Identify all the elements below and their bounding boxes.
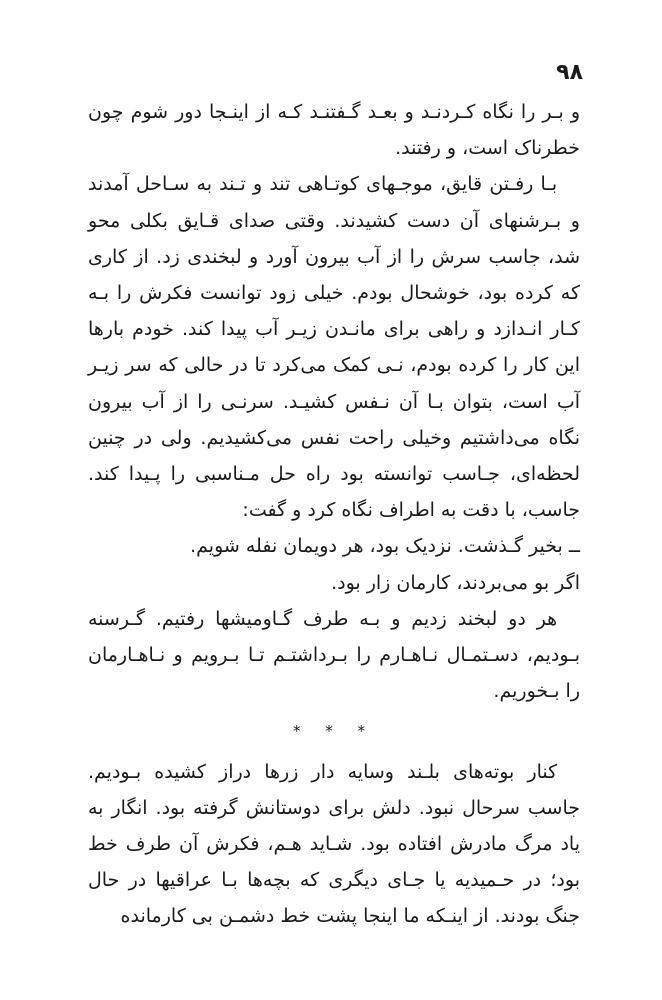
book-text (88, 94, 580, 935)
section-break-ornament: * * * (292, 722, 376, 741)
paragraph-2: بـا رفـتن قایق، موجـهای کوتـاهی تند و تـند به سـاحل آمدند و بـرشنهای آن دست کشیدند. وقتی صدای قـایق بکلی محو شد، جاسب سرش را از آب بیرون آورد و لبخندی زد. از کاری که کرده بود، خوشحال بودم. خیلی زود توانست فکرش را بـه کـار انـدازد و راهی برای مانـدن زیـر آب پیدا کند. خودم بارها این کار را کرده بودم، نـی کمک می‌کرد تا در حالی که سر زیـر آب است، بتوان بـا آن نـفس کشیـد. سرنـی را از آب بیرون نگاه می‌داشتیم وخیلی راحت نفس می‌کشیدیم. ولی در چنین لحظه‌ای، جـاسب توانسته بود راه حل مـناسبی را پـیدا کند. جاسب، با دقت به اطراف نگاه کرد و گفت: (88, 173, 580, 522)
dialogue-line-2: اگر بو می‌بردند، کارمان زار بود. (331, 571, 580, 594)
dialogue-line-1: ــ بخیر گـذشت. نزدیک بود، هر دویمان نفله شویم. (190, 535, 580, 558)
paragraph-3: هر دو لبخند زدیم و بـه طرف گـاومیشها رفتیم. گـرسنه بـودیم، دسـتمـال نـاهـارم را بـرداشتـم تـا بـرویم و نـاهـارمان را بـخوریم. (88, 607, 580, 703)
paragraph-4: کنار بوته‌های بلـند وسایه دار زرها دراز کشیده بـودیم. جاسب سرحال نبود. دلش برای دوستانش گرفته بود. انگار به یاد مرگ مادرش افتاده بود. شـاید هـم، فکرش آن طرف خط بود؛ در حـمیدیه یا جـای دیگری که بچه‌ها بـا عراقیها در حال جنگ بودند. از اینـکه ما اینجا پشت خط دشمـن بی کارمانده (88, 760, 580, 928)
paragraph-1: و بـر را نگاه کـردنـد و بعـد گـفتنـد کـه از اینـجا دور شوم چون خطرناک است، و رفتند. (88, 101, 580, 160)
page-number: ۹۸ (556, 60, 583, 85)
